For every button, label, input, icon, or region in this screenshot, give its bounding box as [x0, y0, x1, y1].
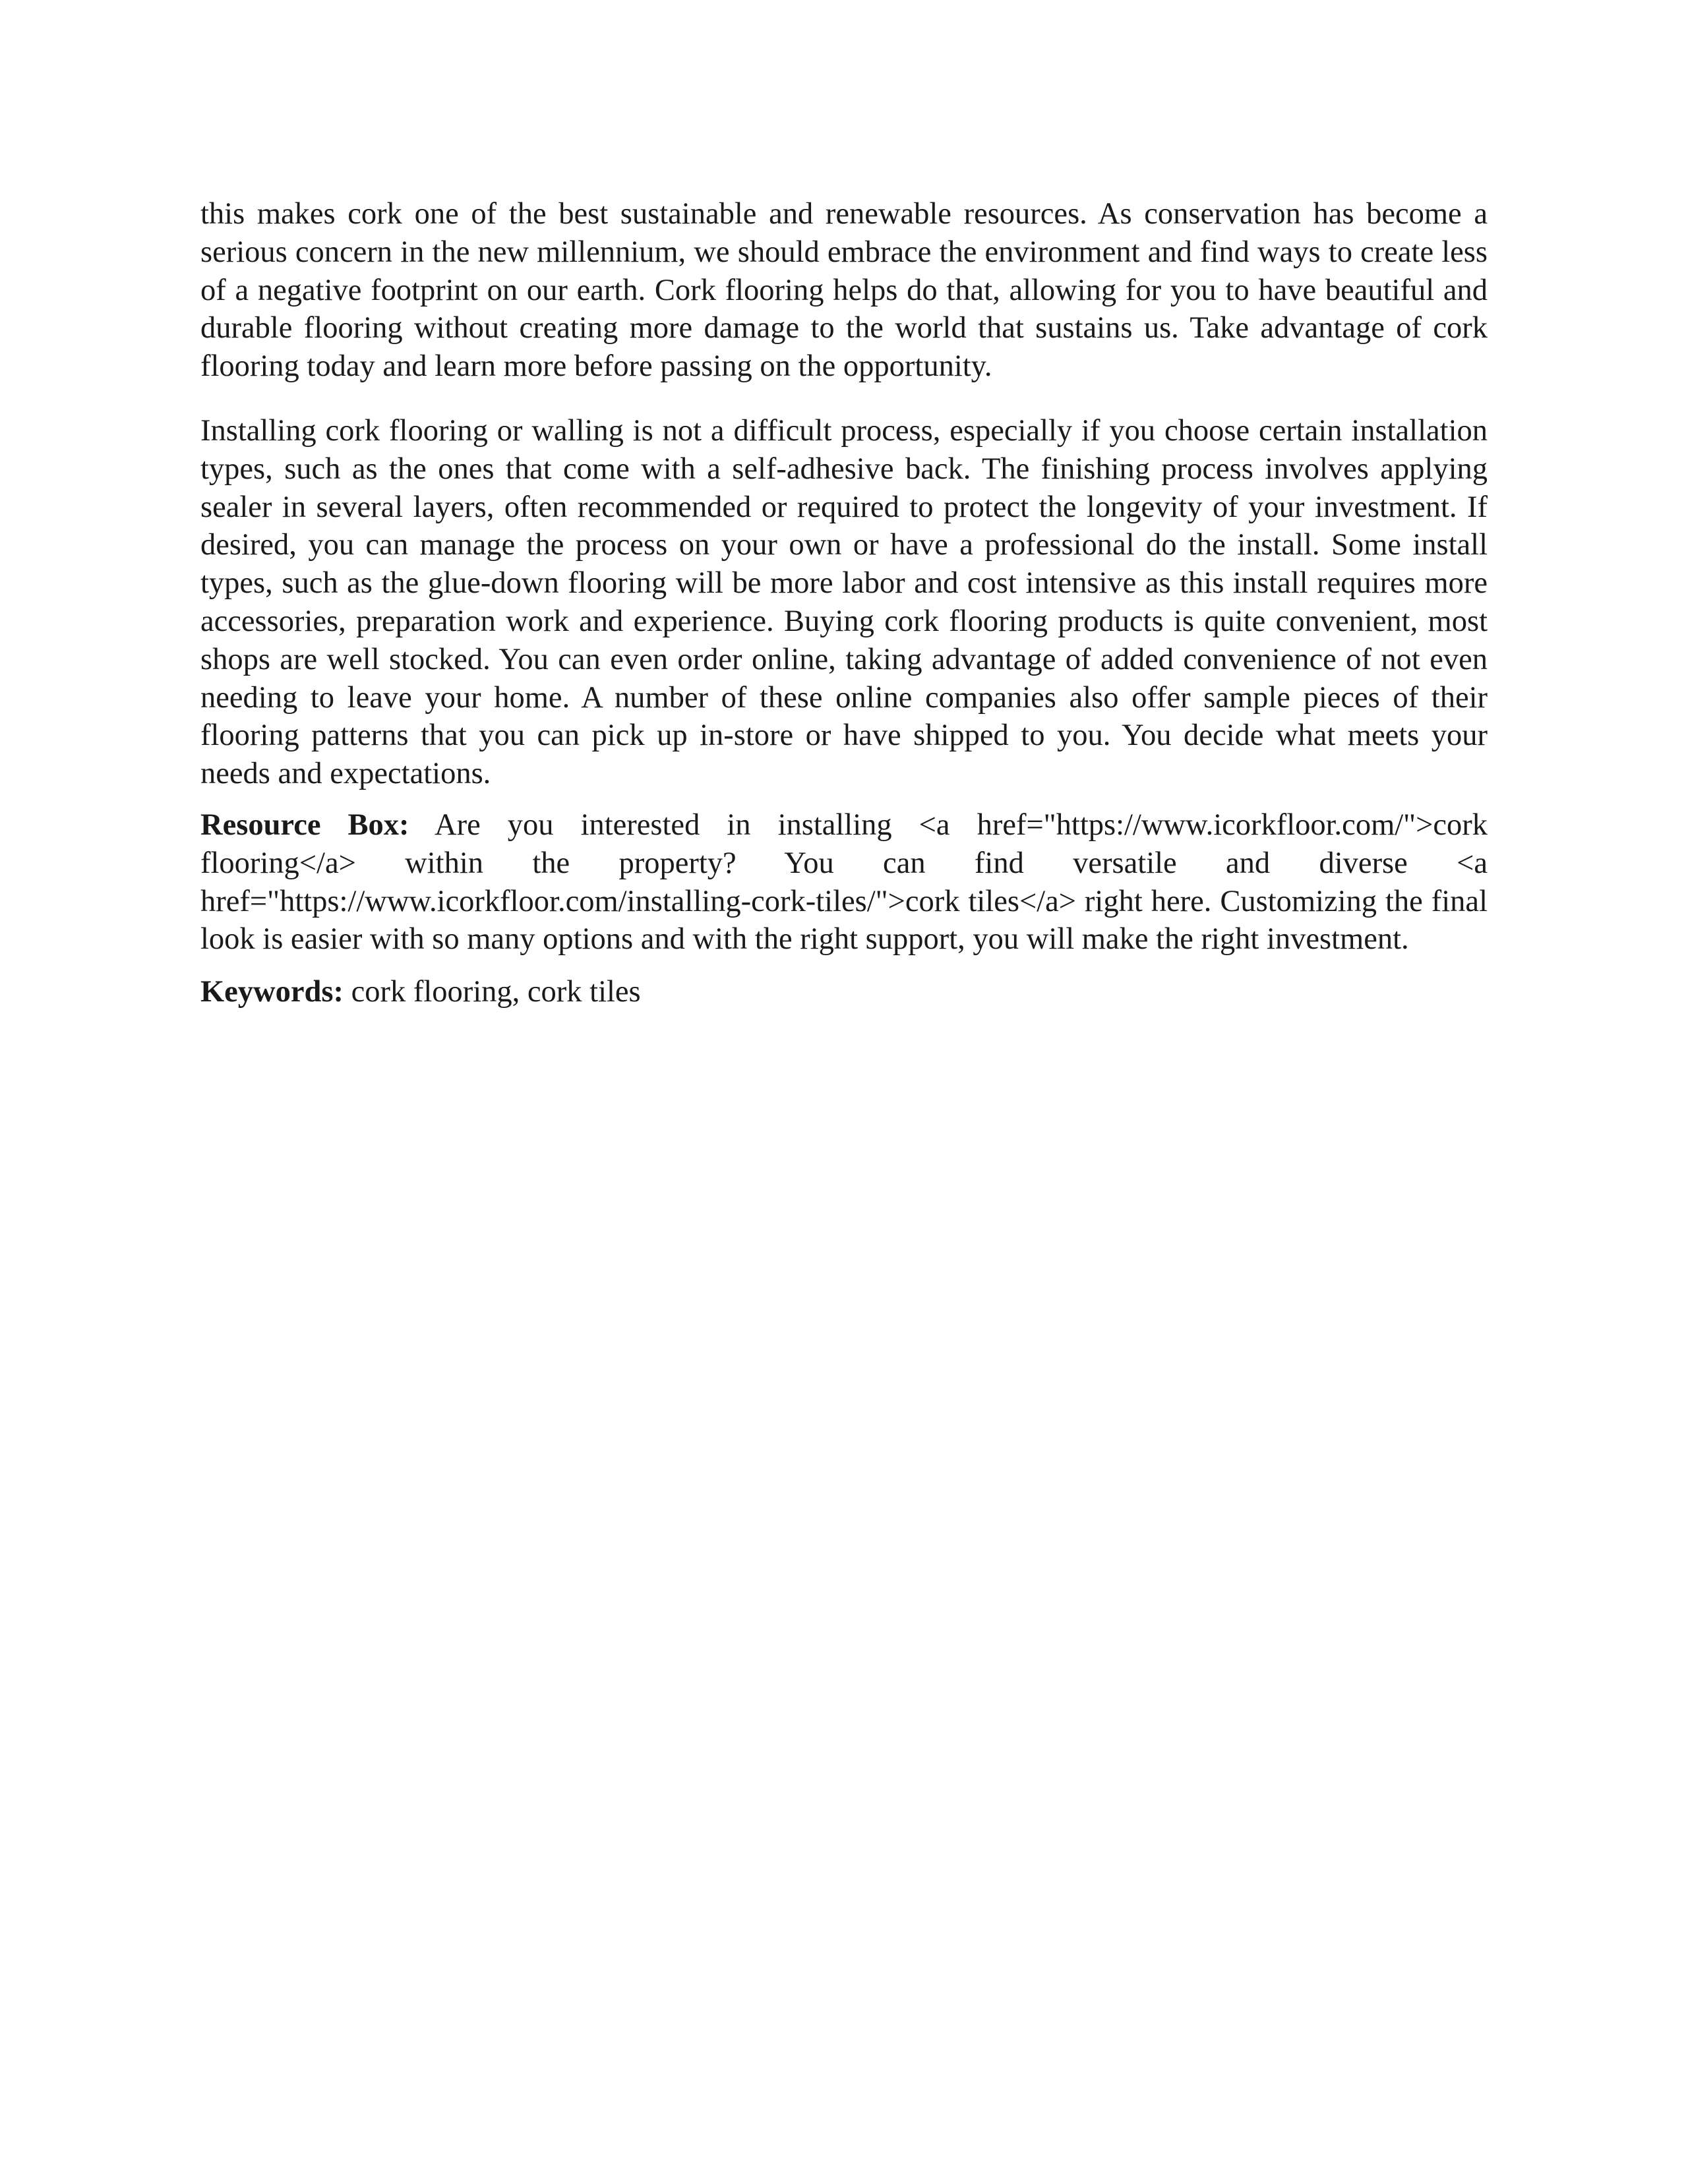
paragraph-installation: Installing cork flooring or walling is not a difficult process, especially if you choose certain installation types, such as the ones that come with a self-adhesive back. The finishing process involves applying sealer in several layers, often recommended or required to protect the longevity of your investment. If desired, you can manage the process on your own or have a professional do the install. Some install types, such as the glue-down flooring will be more labor and cost intensive as this install requires more accessories, preparation work and experience. Buying cork flooring products is quite convenient, most shops are well stocked. You can even order online, taking advantage of added convenience of not even needing to leave your home. A number of these online companies also offer sample pieces of their flooring patterns that you can pick up in-store or have shipped to you. You decide what meets your needs and expectations.: [200, 413, 1488, 791]
resource-box-label: Resource Box:: [200, 808, 409, 842]
keywords-text: cork flooring, cork tiles: [351, 975, 641, 1009]
keywords: [200, 973, 1488, 1011]
resource-box-text: Are you interested in installing <a href="https://www.icorkfloor.com/">cork flooring</a> within the property? You can find versatile and diverse <a href="https://www.icorkfloor.com/installing-cork-tiles/">cork tiles</a> right here. Customizing the final look is easier with so many options and with the right support, you will make the right investment.: [200, 808, 1488, 957]
document-body: [200, 195, 1488, 1011]
keywords-label: Keywords:: [200, 975, 344, 1009]
paragraph-sustainability: this makes cork one of the best sustainable and renewable resources. As conservation has become a serious concern in the new millennium, we should embrace the environment and find ways to create less of a negative footprint on our earth. Cork flooring helps do that, allowing for you to have beautiful and durable flooring without creating more damage to the world that sustains us. Take advantage of cork flooring today and learn more before passing on the opportunity.: [200, 197, 1488, 384]
resource-box: [200, 806, 1488, 959]
